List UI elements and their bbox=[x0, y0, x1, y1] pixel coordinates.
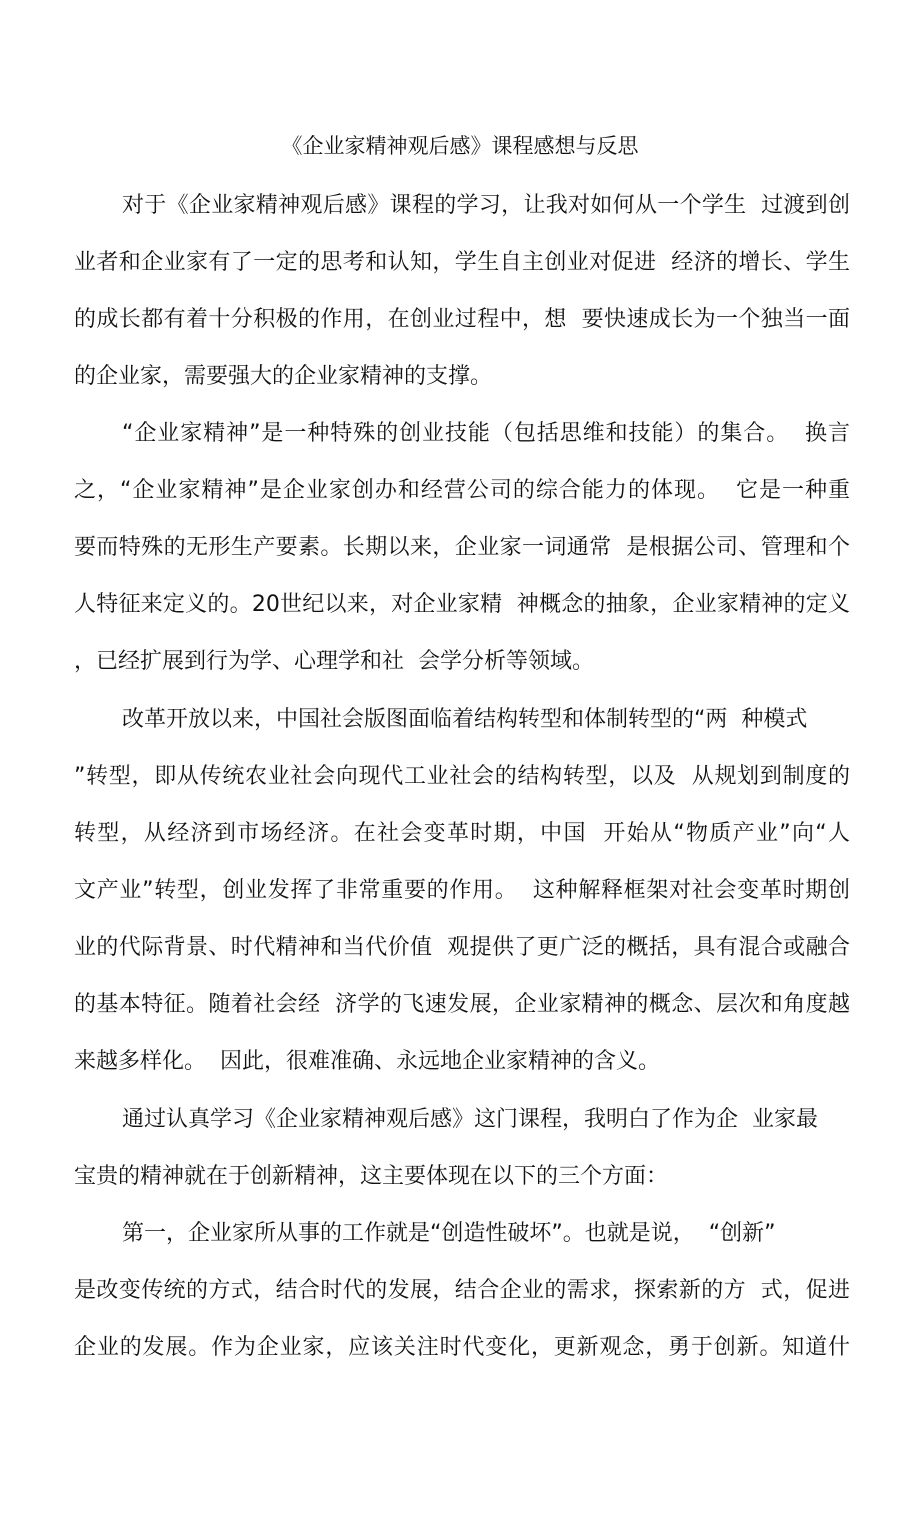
paragraph-5-line-3: 企业的发展。作为企业家，应该关注时代变化，更新观念，勇于创新。知道什 bbox=[74, 1335, 850, 1360]
paragraph-3-line-1: 改革开放以来，中国社会版图面临着结构转型和体制转型的“两 种模式 bbox=[122, 707, 808, 732]
paragraph-2-line-4: 人特征来定义的。20世纪以来，对企业家精 神概念的抽象，企业家精神的定义 bbox=[74, 592, 850, 617]
paragraph-2-line-5: ，已经扩展到行为学、心理学和社 会学分析等领域。 bbox=[74, 649, 594, 674]
paragraph-2-line-2: 之，“企业家精神”是企业家创办和经营公司的综合能力的体现。 它是一种重 bbox=[74, 478, 850, 503]
paragraph-2-line-1: “企业家精神”是一种特殊的创业技能（包括思维和技能）的集合。 换言 bbox=[122, 421, 850, 446]
paragraph-5-line-1: 第一，企业家所从事的工作就是“创造性破坏”。也就是说， “创新” bbox=[122, 1221, 776, 1246]
paragraph-4-line-1: 通过认真学习《企业家精神观后感》这门课程，我明白了作为企 业家最 bbox=[122, 1107, 818, 1132]
paragraph-2-line-3: 要而特殊的无形生产要素。长期以来，企业家一词通常 是根据公司、管理和个 bbox=[74, 535, 850, 560]
paragraph-3-line-2: ”转型，即从传统农业社会向现代工业社会的结构转型，以及 从规划到制度的 bbox=[74, 764, 850, 789]
paragraph-1-line-3: 的成长都有着十分积极的作用，在创业过程中，想 要快速成长为一个独当一面 bbox=[74, 307, 850, 332]
paragraph-1-line-1: 对于《企业家精神观后感》课程的学习，让我对如何从一个学生 过渡到创 bbox=[122, 193, 850, 218]
paragraph-5-line-2: 是改变传统的方式，结合时代的发展，结合企业的需求，探索新的方 式，促进 bbox=[74, 1278, 850, 1303]
paragraph-4-line-2: 宝贵的精神就在于创新精神，这主要体现在以下的三个方面： bbox=[74, 1164, 669, 1189]
paragraph-1-line-4: 的企业家，需要强大的企业家精神的支撑。 bbox=[74, 364, 493, 389]
document-title: 《企业家精神观后感》课程感想与反思 bbox=[281, 134, 639, 158]
paragraph-3-line-6: 的基本特征。随着社会经 济学的飞速发展，企业家精神的概念、层次和角度越 bbox=[74, 992, 850, 1017]
paragraph-3-line-4: 文产业”转型，创业发挥了非常重要的作用。 这种解释框架对社会变革时期创 bbox=[74, 878, 850, 903]
paragraph-1-line-2: 业者和企业家有了一定的思考和认知，学生自主创业对促进 经济的增长、学生 bbox=[74, 250, 850, 275]
paragraph-3-line-5: 业的代际背景、时代精神和当代价值 观提供了更广泛的概括，具有混合或融合 bbox=[74, 935, 850, 960]
paragraph-3-line-3: 转型，从经济到市场经济。在社会变革时期，中国 开始从“物质产业”向“人 bbox=[74, 821, 850, 846]
paragraph-3-line-7: 来越多样化。 因此，很难准确、永远地企业家精神的含义。 bbox=[74, 1049, 660, 1074]
